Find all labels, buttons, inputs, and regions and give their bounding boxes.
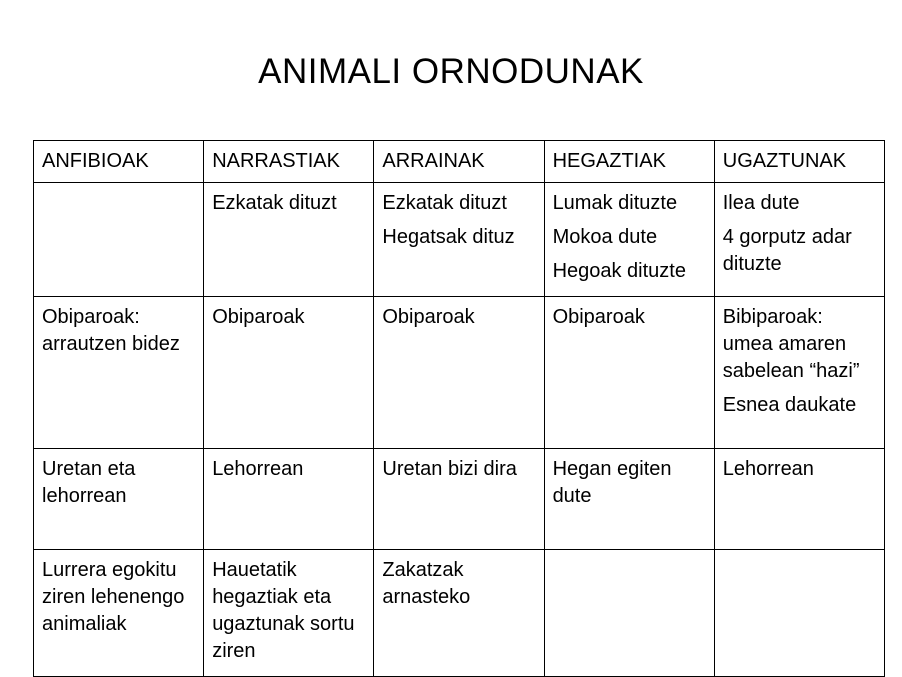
cell-paragraph: Lumak dituzte — [552, 192, 678, 214]
table-cell — [34, 183, 204, 297]
table-cell — [374, 297, 544, 449]
table-cell — [34, 550, 204, 677]
header-row — [34, 141, 885, 183]
cell-paragraph: Ezkatak dituzt — [382, 192, 507, 214]
column-header: NARRASTIAK — [204, 141, 374, 183]
table-cell — [714, 183, 884, 297]
table-row — [34, 183, 885, 297]
column-header: HEGAZTIAK — [544, 141, 714, 183]
table-cell — [714, 550, 884, 677]
cell-paragraph: Hegoak dituzte — [552, 260, 686, 282]
cell-paragraph: Hauetatik hegaztiak eta ugaztunak sortu ziren — [212, 559, 355, 662]
column-header: ANFIBIOAK — [34, 141, 204, 183]
cell-paragraph: Lurrera egokitu ziren lehenengo animaliak — [42, 559, 185, 635]
table-cell — [374, 449, 544, 550]
column-header: UGAZTUNAK — [714, 141, 884, 183]
cell-paragraph: Obiparoak — [382, 306, 475, 328]
table-body — [34, 183, 885, 677]
table-row — [34, 449, 885, 550]
cell-paragraph: Bibiparoak: umea amaren sabelean “hazi” — [722, 306, 860, 382]
column-header: ARRAINAK — [374, 141, 544, 183]
cell-paragraph: Hegan egiten dute — [552, 458, 672, 507]
cell-paragraph: Obiparoak — [212, 306, 305, 328]
cell-paragraph: Zakatzak arnasteko — [382, 559, 471, 608]
cell-paragraph: Uretan bizi dira — [382, 458, 517, 480]
table-cell — [544, 449, 714, 550]
table-cell — [204, 550, 374, 677]
cell-paragraph: Esnea daukate — [722, 394, 857, 416]
table-row — [34, 297, 885, 449]
cell-paragraph: 4 gorputz adar dituzte — [722, 226, 852, 275]
table-cell — [714, 449, 884, 550]
table-cell — [34, 449, 204, 550]
table-cell — [374, 550, 544, 677]
table-cell — [714, 297, 884, 449]
cell-paragraph: Ezkatak dituzt — [212, 192, 337, 214]
cell-paragraph: Obiparoak — [552, 306, 645, 328]
cell-paragraph: Ilea dute — [722, 192, 800, 214]
table-cell — [204, 297, 374, 449]
slide-title: ANIMALI ORNODUNAK — [258, 52, 644, 91]
animals-table — [33, 140, 885, 677]
table-cell — [204, 183, 374, 297]
table-cell — [544, 550, 714, 677]
table-cell — [204, 449, 374, 550]
table-cell — [374, 183, 544, 297]
cell-paragraph: Mokoa dute — [552, 226, 658, 248]
cell-paragraph: Obiparoak: arrautzen bidez — [42, 306, 180, 355]
table-cell — [34, 297, 204, 449]
cell-paragraph: Lehorrean — [212, 458, 304, 480]
table-cell — [544, 183, 714, 297]
table-cell — [544, 297, 714, 449]
cell-paragraph: Hegatsak dituz — [382, 226, 515, 248]
table-row — [34, 550, 885, 677]
cell-paragraph: Lehorrean — [722, 458, 814, 480]
table-header — [34, 141, 885, 183]
cell-paragraph: Uretan eta lehorrean — [42, 458, 136, 507]
